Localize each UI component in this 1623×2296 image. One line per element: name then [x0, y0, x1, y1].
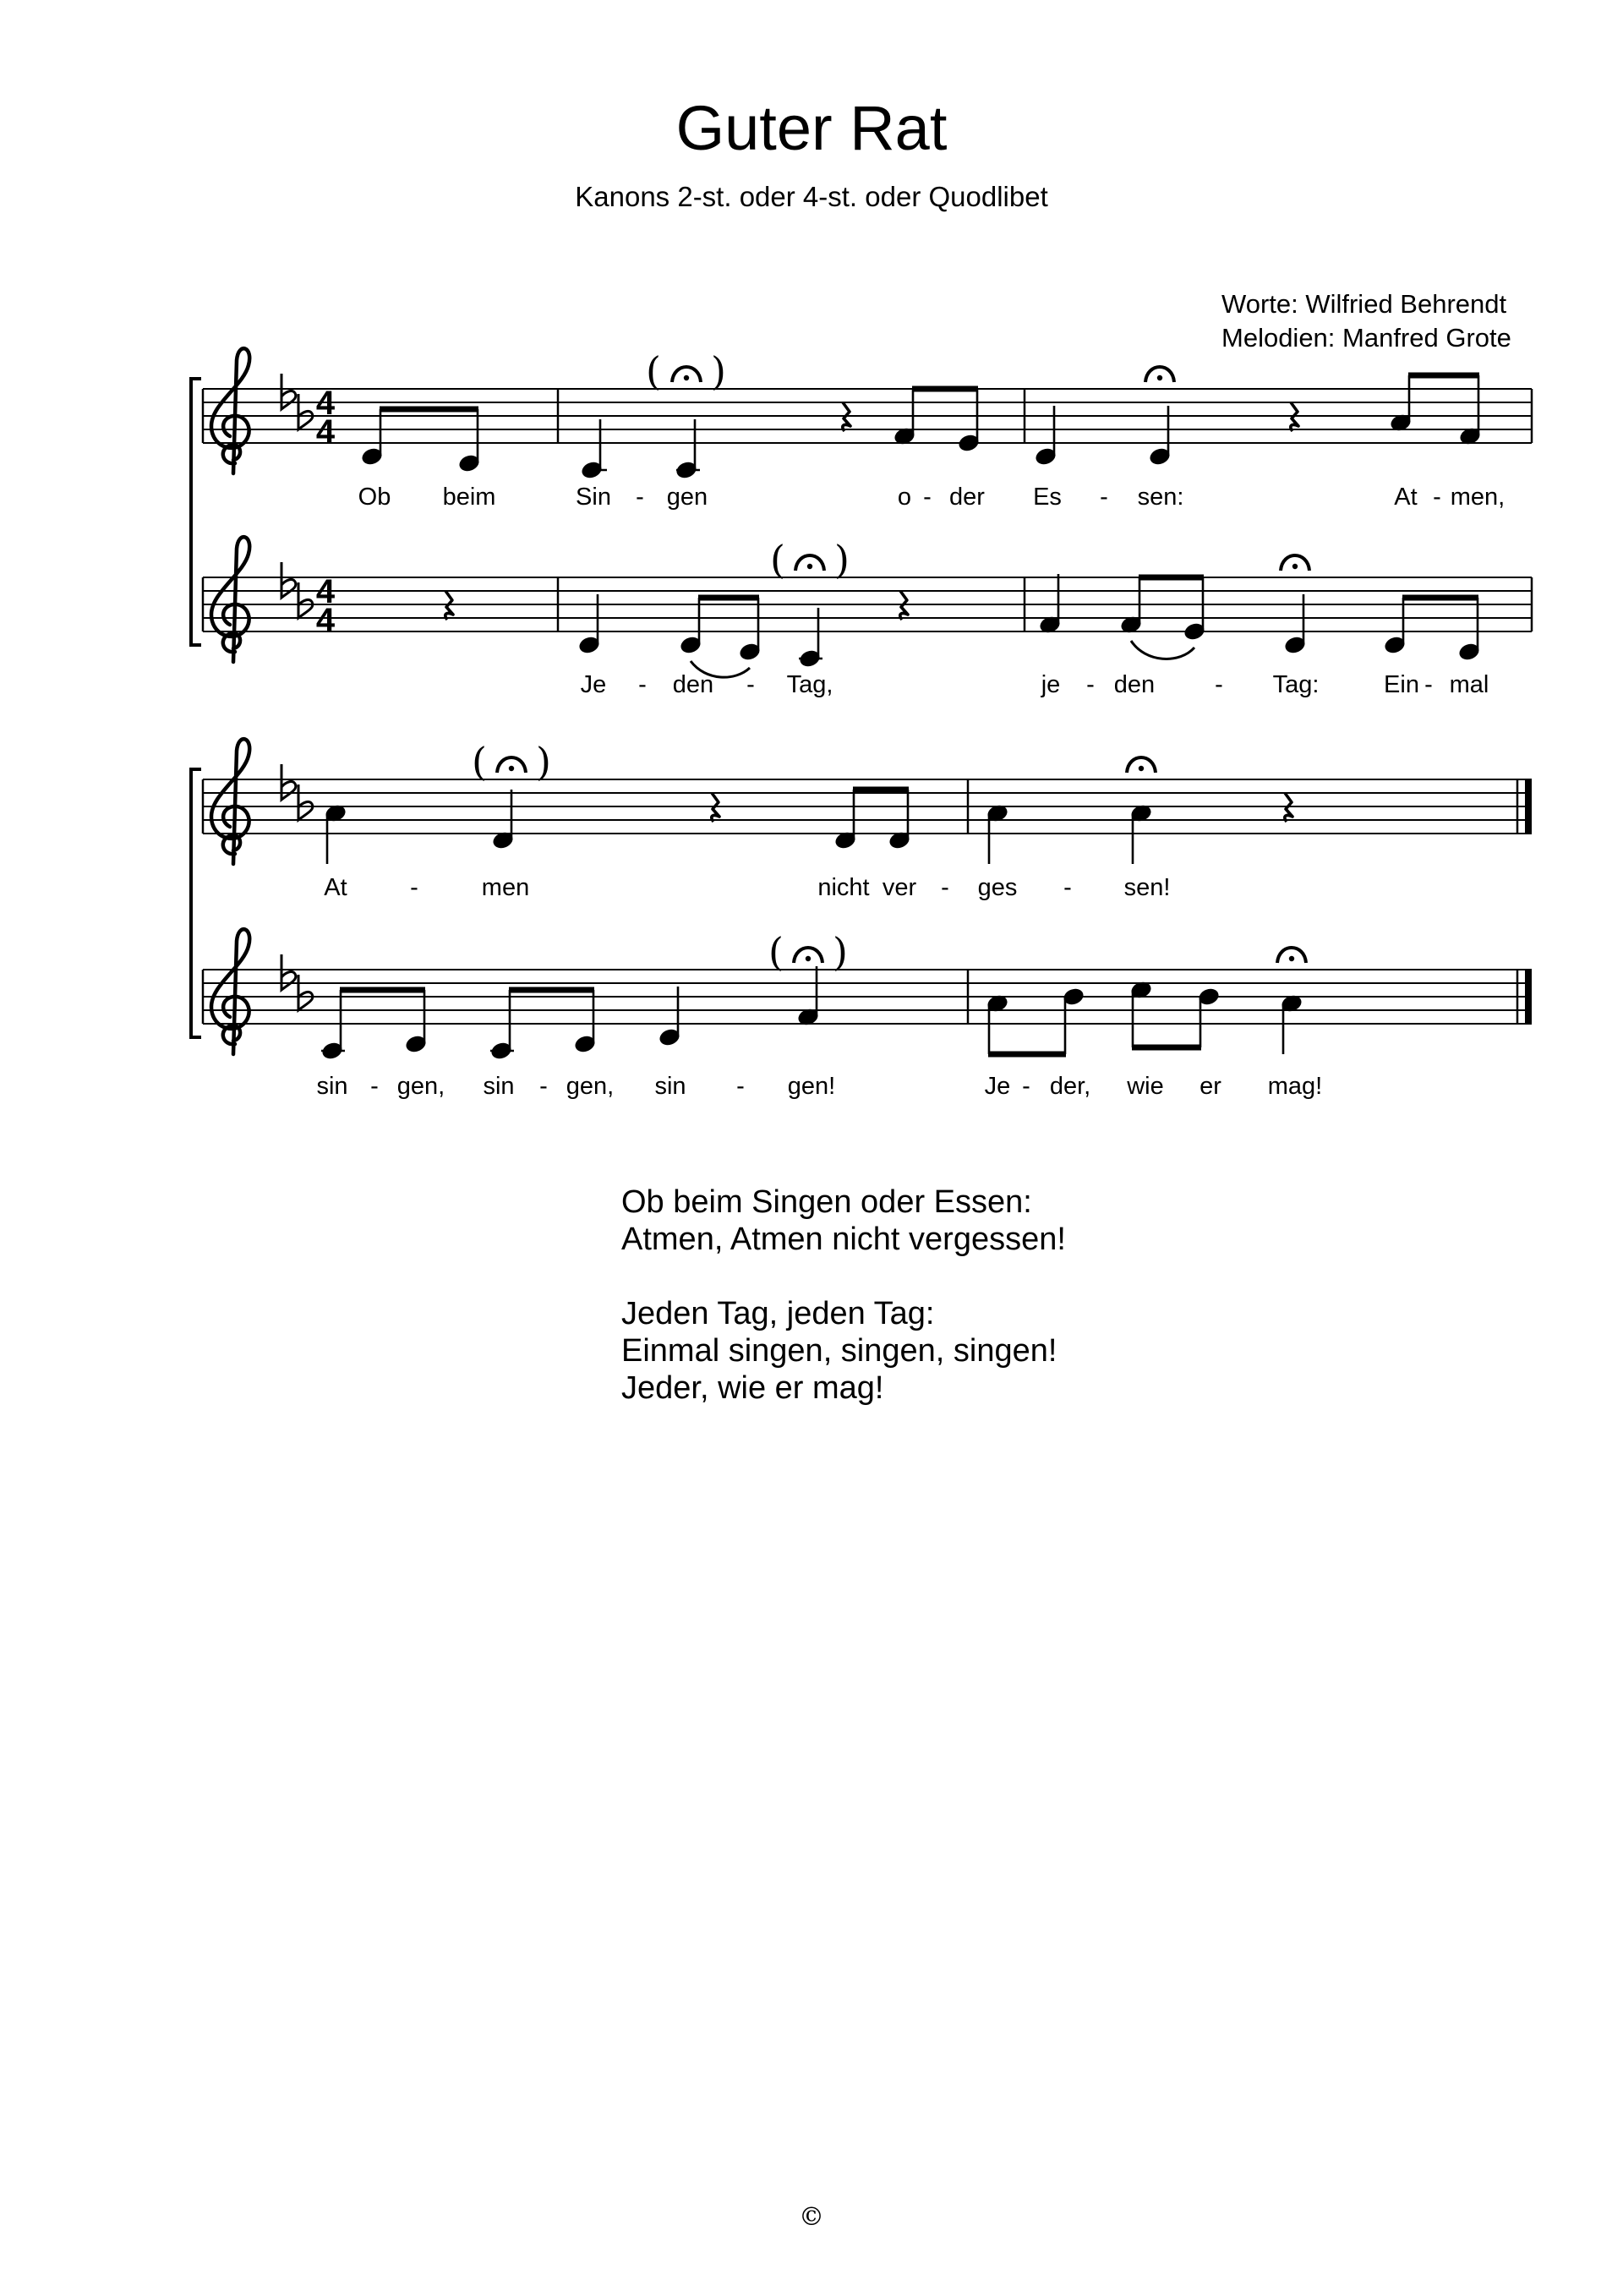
system-1-voice-1-lyrics	[358, 484, 1506, 511]
flat-icon	[298, 394, 313, 429]
lyric-hyphen: -	[410, 874, 418, 901]
lyric-syllable: gen!	[787, 1073, 836, 1100]
lyric-hyphen: -	[1215, 671, 1223, 698]
flat-icon	[298, 784, 313, 820]
system-1-staff-2	[203, 537, 1532, 677]
system-1-staff-1	[0, 348, 1532, 479]
lyric-syllable: At	[1394, 484, 1418, 511]
lyric-syllable: beim	[442, 484, 496, 511]
credits-melodies: Melodien: Manfred Grote	[1221, 323, 1511, 353]
fermata-icon	[1281, 555, 1309, 571]
lyric-syllable: Tag:	[1272, 671, 1320, 698]
fermata-paren-right: )	[711, 348, 726, 394]
lyric-hyphen: -	[1424, 671, 1433, 698]
page-title: Guter Rat	[675, 93, 948, 163]
music-score	[0, 0, 1623, 1116]
flat-icon	[281, 764, 296, 800]
lyric-hyphen: -	[1100, 484, 1108, 511]
lyric-syllable: Sin	[576, 484, 611, 511]
lyric-hyphen: -	[923, 484, 932, 511]
time-signature-bottom: 4	[315, 413, 336, 451]
lyric-syllable: mal	[1449, 671, 1489, 698]
lyric-syllable: sin	[654, 1073, 686, 1100]
fermata-paren-left: (	[646, 348, 661, 394]
lyric-syllable: je	[1041, 671, 1061, 698]
verse-line: Einmal singen, singen, singen!	[621, 1333, 1057, 1369]
fermata-paren-left: (	[768, 929, 784, 975]
time-signature-top: 4	[315, 385, 336, 422]
system-2-staff-1	[203, 739, 1532, 864]
lyric-syllable: sin	[483, 1073, 515, 1100]
lyric-hyphen: -	[1022, 1073, 1030, 1100]
system-1-bracket	[189, 379, 201, 645]
lyric-syllable: nicht	[817, 874, 870, 901]
page-subtitle: Kanons 2-st. oder 4-st. oder Quodlibet	[575, 181, 1048, 212]
lyric-hyphen: -	[1433, 484, 1441, 511]
flat-icon	[298, 582, 313, 618]
lyric-syllable: Es	[1033, 484, 1062, 511]
lyric-syllable: Ein	[1384, 671, 1419, 698]
lyric-hyphen: -	[1063, 874, 1072, 901]
lyric-syllable: gen,	[566, 1073, 615, 1100]
verse-line: Atmen, Atmen nicht vergessen!	[621, 1222, 1066, 1257]
system-2-voice-2-lyrics	[316, 1073, 1322, 1100]
lyric-syllable: mag!	[1267, 1073, 1323, 1100]
lyric-syllable: den	[1113, 671, 1156, 698]
lyric-syllable: der,	[1049, 1073, 1091, 1100]
treble-clef-icon	[211, 739, 249, 864]
fermata-icon	[795, 555, 824, 571]
fermata-icon	[794, 948, 822, 963]
lyric-syllable: At	[324, 874, 347, 901]
lyric-syllable: sen:	[1137, 484, 1184, 511]
time-signature-bottom: 4	[315, 602, 336, 639]
lyric-syllable: wie	[1127, 1073, 1164, 1100]
slur	[1131, 641, 1194, 659]
lyric-syllable: Ob	[358, 484, 391, 511]
lyric-syllable: ver	[882, 874, 917, 901]
credits-words: Worte: Wilfried Behrendt	[1221, 289, 1507, 319]
lyric-syllable: sin	[316, 1073, 348, 1100]
lyric-hyphen: -	[736, 1073, 745, 1100]
lyric-syllable: gen,	[396, 1073, 445, 1100]
system-1-voice-2-lyrics	[581, 671, 1489, 698]
fermata-icon	[1277, 948, 1306, 963]
song-text	[621, 1184, 1066, 1407]
flat-icon	[281, 562, 296, 598]
fermata-paren-right: )	[536, 739, 551, 784]
lyric-syllable: Tag,	[786, 671, 833, 698]
fermata-icon	[497, 757, 526, 773]
fermata-paren-right: )	[834, 537, 850, 582]
system-2-voice-1-lyrics	[324, 874, 1170, 901]
lyric-syllable: Je	[984, 1073, 1011, 1100]
flat-icon	[281, 374, 296, 409]
lyric-syllable: den	[672, 671, 714, 698]
fermata-icon	[1145, 367, 1174, 382]
treble-clef-icon	[211, 348, 249, 473]
fermata-paren-left: (	[770, 537, 785, 582]
lyric-syllable: gen	[666, 484, 708, 511]
system-2-bracket	[189, 769, 201, 1037]
time-signature-top: 4	[315, 573, 336, 610]
fermata-icon	[1127, 757, 1156, 773]
lyric-syllable: Je	[580, 671, 607, 698]
treble-clef-icon	[211, 537, 249, 662]
lyric-hyphen: -	[539, 1073, 548, 1100]
system-2-staff-2	[203, 929, 1532, 1060]
lyric-hyphen: -	[746, 671, 755, 698]
lyric-syllable: ges	[977, 874, 1018, 901]
lyric-syllable: men	[481, 874, 530, 901]
lyric-hyphen: -	[638, 671, 647, 698]
fermata-paren-left: (	[472, 739, 487, 784]
treble-clef-icon	[211, 929, 249, 1054]
fermata-icon	[672, 367, 701, 382]
lyric-hyphen: -	[941, 874, 949, 901]
lyric-syllable: er	[1199, 1073, 1221, 1100]
lyric-hyphen: -	[636, 484, 644, 511]
verse-line: Jeder, wie er mag!	[621, 1370, 884, 1406]
verse-line: Ob beim Singen oder Essen:	[621, 1184, 1032, 1220]
flat-icon	[298, 975, 313, 1010]
fermata-paren-right: )	[833, 929, 848, 975]
lyric-syllable: der	[949, 484, 985, 511]
copyright-mark: ©	[799, 2202, 824, 2232]
lyric-syllable: o	[897, 484, 912, 511]
verse-line: Jeden Tag, jeden Tag:	[621, 1296, 935, 1331]
lyric-hyphen: -	[370, 1073, 379, 1100]
lyric-syllable: sen!	[1123, 874, 1171, 901]
lyric-hyphen: -	[1086, 671, 1095, 698]
flat-icon	[281, 954, 296, 990]
lyric-syllable: men,	[1450, 484, 1506, 511]
